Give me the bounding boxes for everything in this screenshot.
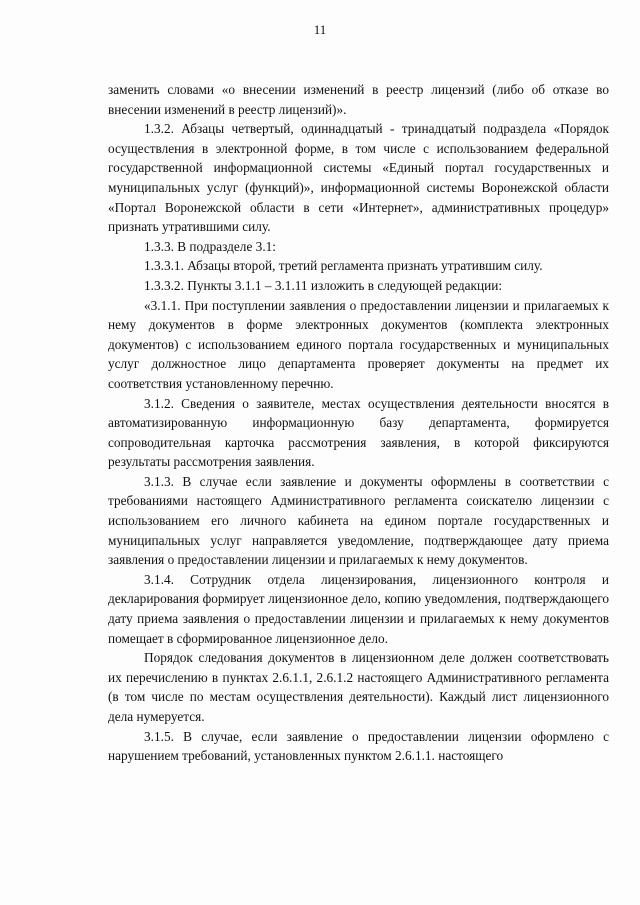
paragraph: заменить словами «о внесении изменений в реестр лицензий (либо об отказе во внесении изменений в реестр лицензий)». <box>108 82 609 117</box>
paragraph: 1.3.2. Абзацы четвертый, одиннадцатый - тринадцатый подраздела «Порядок осуществления в электронной форме, в том числе с использованием федеральной государственной информационной системы «Единый портал государственных и муниципальных услуг (функций)», информационной системы Воронежской области «Портал Воронежской области в сети «Интернет», административных процедур» признать утратившими силу. <box>108 121 609 235</box>
paragraph: 1.3.3. В подразделе 3.1: <box>144 238 276 254</box>
document-body <box>108 80 609 766</box>
paragraph: 1.3.3.1. Абзацы второй, третий регламента признать утратившим силу. <box>144 258 543 274</box>
paragraph: «3.1.1. При поступлении заявления о предоставлении лицензии и прилагаемых к нему документов в форме электронных документов (комплекта электронных документов) с использованием единого портала государственных и муниципальных услуг должностное лицо департамента проверяет документы на предмет их соответствия установленному перечню. <box>108 297 609 391</box>
paragraph: 1.3.3.2. Пункты 3.1.1 – 3.1.11 изложить в следующей редакции: <box>144 277 503 293</box>
paragraph: 3.1.3. В случае если заявление и документы оформлены в соответствии с требованиями настоящего Административного регламента соискателю лицензии с использованием его личного кабинета на едином портале государственных и муниципальных услуг направляется уведомление, подтверждающее дату приема заявления о предоставлении лицензии и прилагаемых к нему документов. <box>108 473 609 568</box>
paragraph: Порядок следования документов в лицензионном деле должен соответствовать их перечислению в пунктах 2.6.1.1, 2.6.1.2 настоящего Административного регламента (в том числе по местам осуществления деятельности). Каждый лист лицензионного дела нумеруется. <box>108 650 609 724</box>
paragraph: 3.1.5. В случае, если заявление о предоставлении лицензии оформлено с нарушением требований, установленных пунктом 2.6.1.1. настоящего <box>108 728 609 764</box>
paragraph: 3.1.2. Сведения о заявителе, местах осуществления деятельности вносятся в автоматизированную информационную базу департамента, формируется сопроводительная карточка рассмотрения заявления, в которой фиксируются результаты рассмотрения заявления. <box>108 395 609 470</box>
paragraph: 3.1.4. Сотрудник отдела лицензирования, лицензионного контроля и декларирования формирует лицензионное дело, копию уведомления, подтверждающего дату приема заявления о предоставлении лицензии и прилагаемых к нему документов помещает в сформированное лицензионное дело. <box>108 571 609 646</box>
page-number: 11 <box>313 22 327 37</box>
